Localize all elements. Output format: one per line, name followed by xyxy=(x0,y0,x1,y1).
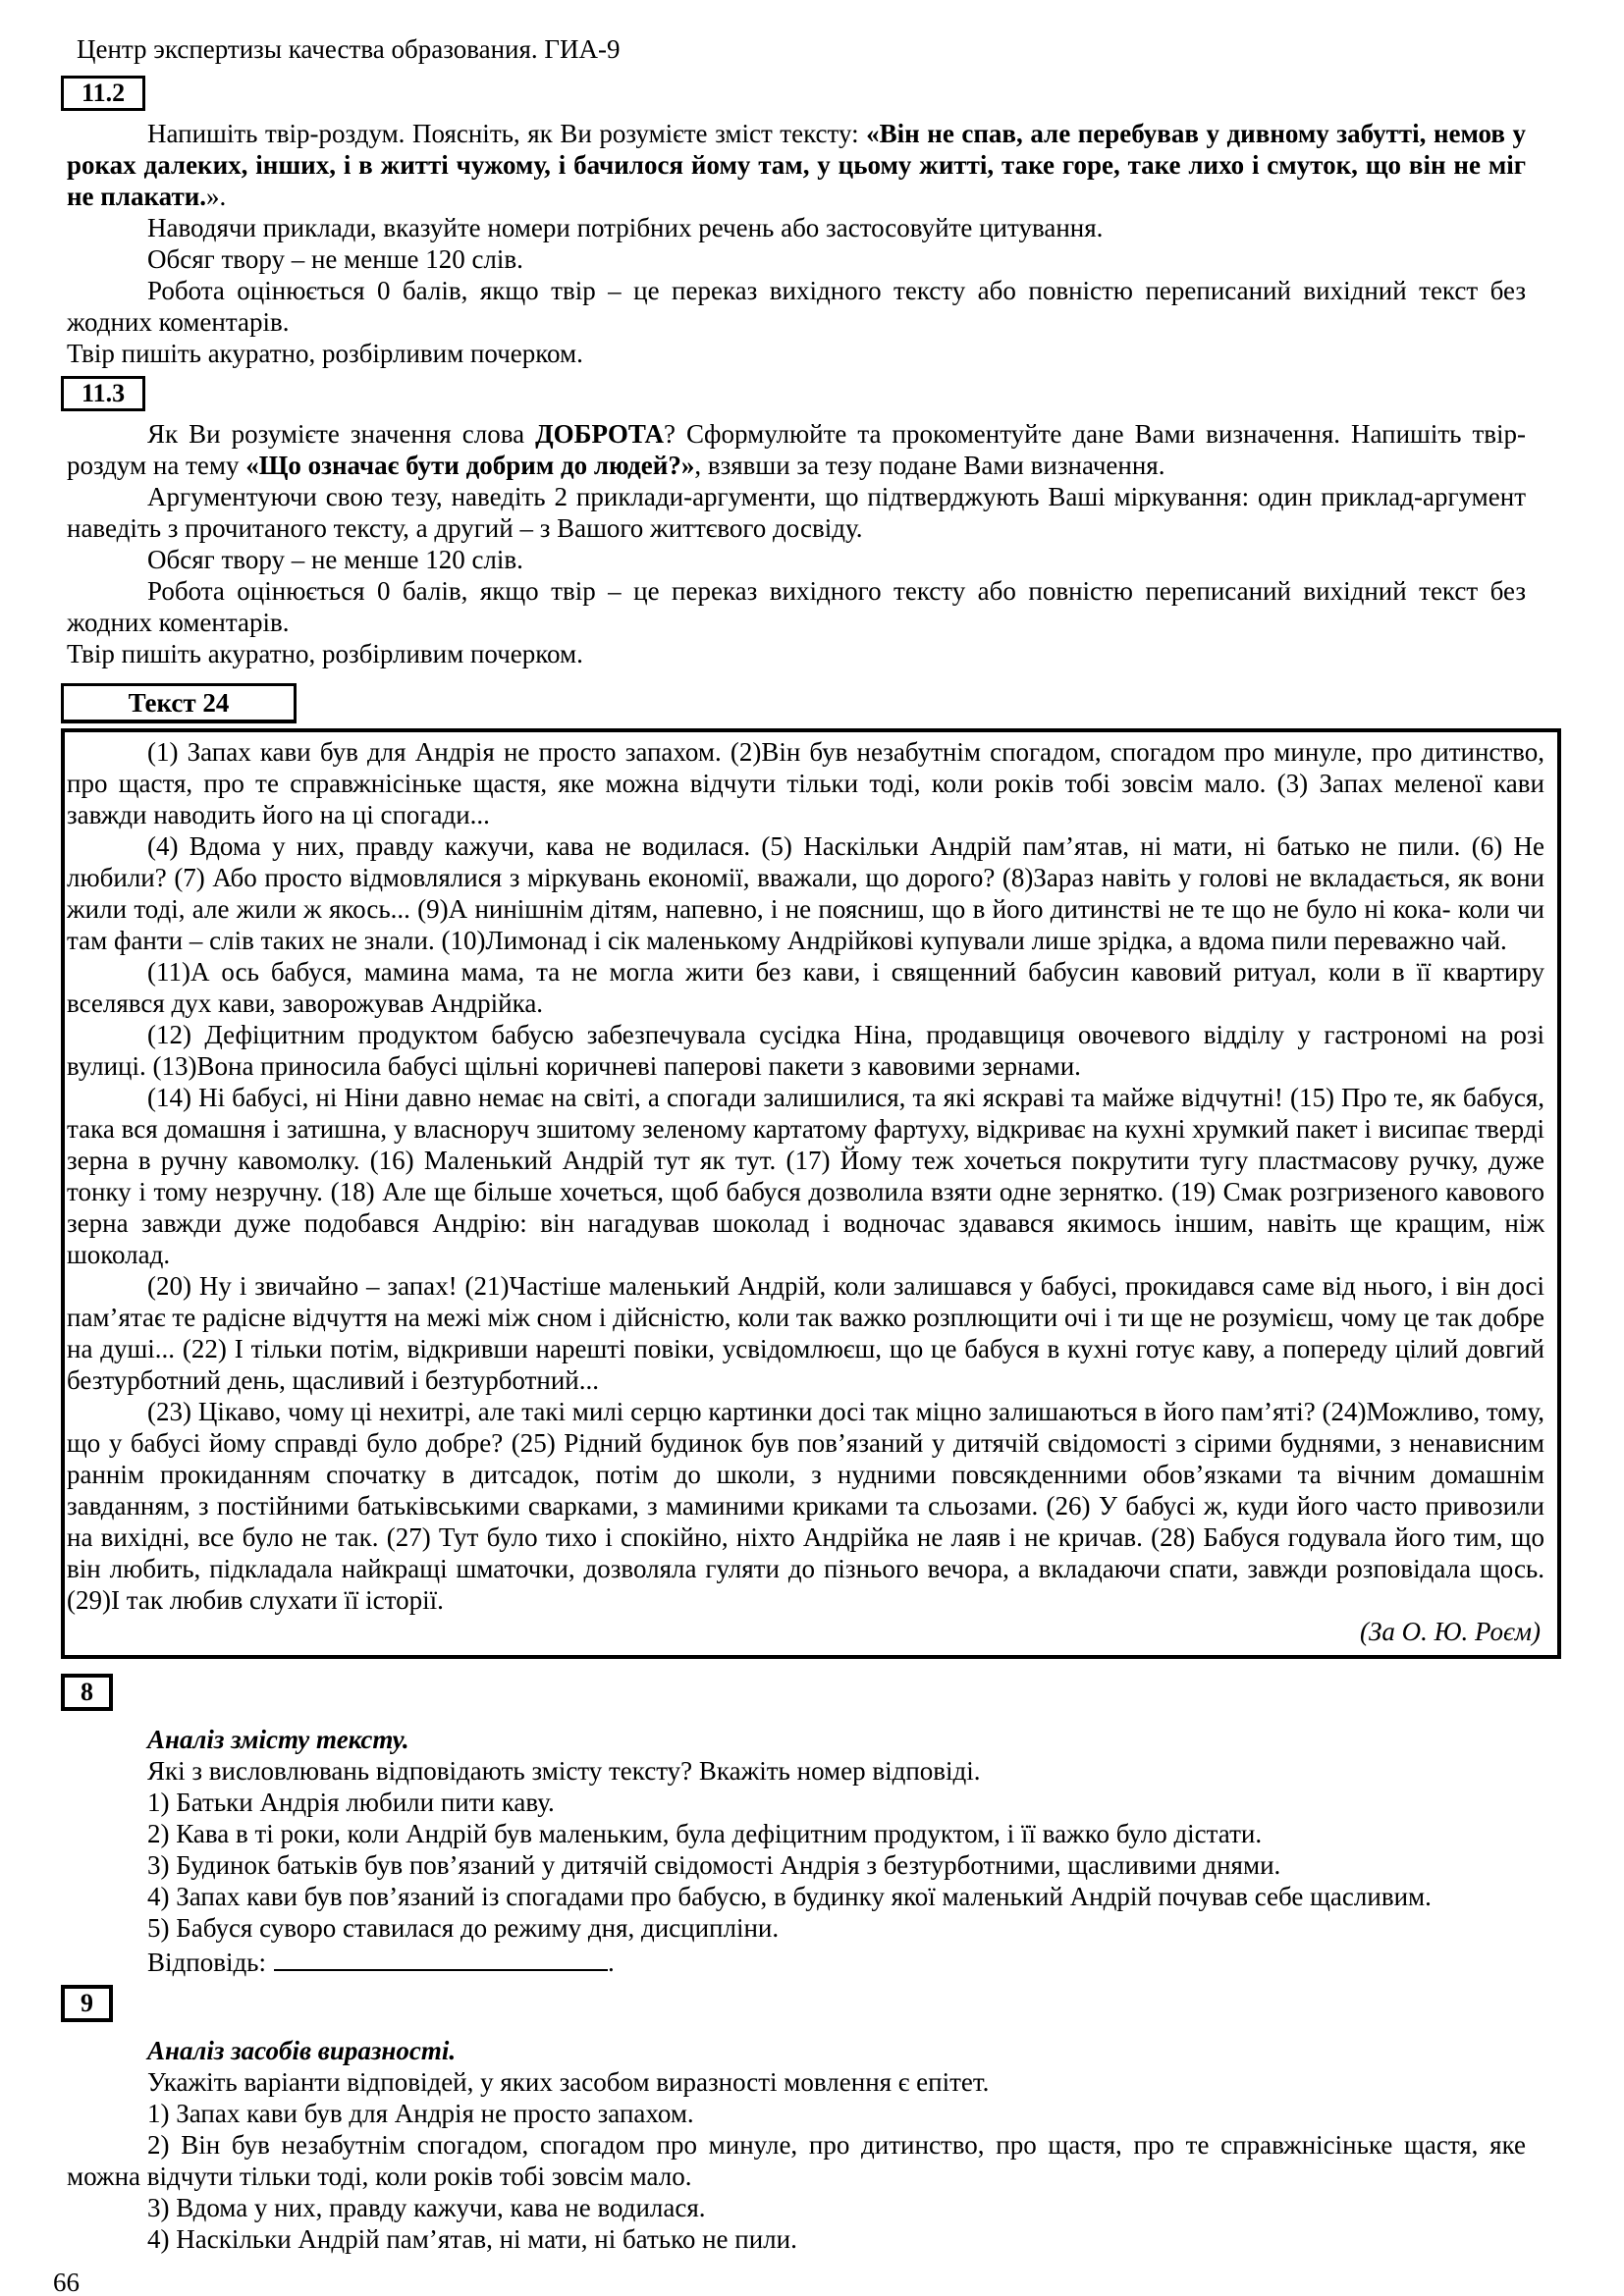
task-11-2-paragraph-3: Обсяг твору – не менше 120 слів. xyxy=(147,244,523,274)
answer-blank-line xyxy=(274,1944,608,1971)
task-9-section xyxy=(67,1978,1526,2255)
answer-label: Відповідь: xyxy=(147,1948,266,1977)
task-11-3-paragraph-5: Твір пишіть акуратно, розбірливим почерком. xyxy=(67,639,583,668)
page-header: Центр экспертизы качества образования. ГИА-9 xyxy=(77,34,621,64)
text-24-frame xyxy=(61,728,1561,1659)
task-8-option-2: 2) Кава в ті роки, коли Андрій був маленьким, була дефіцитним продуктом, і її важко було дістати. xyxy=(147,1819,1263,1848)
text-paragraph-6: (20) Ну і звичайно – запах! (21)Частіше маленький Андрій, коли залишався у бабусі, прокидався саме від нього, і він досі пам’ятає те радісне відчуття на межі між сном і дійсністю, коли так важко розплющити очі і ти ще не розумієш, чому це так добре на душі... (22) І тільки потім, відкривши нарешті повіки, усвідомлюєш, що це бабуся в кухні готує каву, а попереду цілий довгий безтурботний день, щасливий і безтурботний... xyxy=(67,1271,1544,1395)
task-11-2-paragraph-5: Твір пишіть акуратно, розбірливим почерком. xyxy=(67,339,583,368)
text-24-label: Текст 24 xyxy=(61,683,297,723)
task-11-2-section xyxy=(67,69,1526,369)
task-number-box-8: 8 xyxy=(61,1674,113,1711)
task-11-3-p1-topic-bold: «Що означає бути добрим до людей?» xyxy=(245,451,695,480)
text-attribution: (За О. Ю. Роєм) xyxy=(1360,1617,1541,1646)
text-paragraph-4: (12) Дефіцитним продуктом бабусю забезпечувала сусідка Ніна, продавщиця овочевого відділу у гастрономі на розі вулиці. (13)Вона приносила бабусі щільні коричневі паперові пакети з кавовими зернами. xyxy=(67,1020,1544,1081)
task-11-3-paragraph-2: Аргументуючи свою тезу, наведіть 2 приклади-аргументи, що підтверджують Ваші міркування: один приклад-аргумент наведіть з прочитаного тексту, а другий – з Вашого життєвого досвіду. xyxy=(67,482,1526,543)
task-8-option-4: 4) Запах кави був пов’язаний із спогадами про бабусю, в будинку якої маленький Андрій почував себе щасливим. xyxy=(147,1882,1432,1911)
task-11-2-p1-quote-bold: «Він не спав, але перебував у дивному забутті, немов у роках далеких, інших, і в житті чужому, і бачилося йому там, у цьому житті, таке горе, таке лихо і смуток, що він не міг не плакати. xyxy=(67,119,1527,211)
task-9-heading: Аналіз засобів виразності. xyxy=(147,2036,457,2065)
task-9-option-2: 2) Він був незабутнім спогадом, спогадом про минуле, про дитинство, про щастя, про те справжнісіньке щастя, яке можна відчути тільки тоді, коли років тобі зовсім мало. xyxy=(67,2130,1526,2191)
task-11-3-p1-mid: ? Сформулюйте та прокоментуйте дане Вами визначення. Напишіть твір-роздум на тему xyxy=(67,419,1526,480)
task-8-option-5: 5) Бабуся суворо ставилася до режиму дня, дисципліни. xyxy=(147,1913,780,1943)
task-11-3-paragraph-1 xyxy=(67,418,1526,481)
task-8-section xyxy=(67,1667,1526,1978)
task-11-3-paragraph-3: Обсяг твору – не менше 120 слів. xyxy=(147,545,523,574)
task-11-3-p1-keyword-bold: ДОБРОТА xyxy=(535,419,665,449)
task-9-option-4: 4) Наскільки Андрій пам’ятав, ні мати, ні батько не пили. xyxy=(147,2224,797,2254)
task-9-option-3: 3) Вдома у них, правду кажучи, кава не водилася. xyxy=(147,2193,706,2222)
text-paragraph-5: (14) Ні бабусі, ні Ніни давно немає на світі, а спогади залишилися, та які яскраві та майже відчутні! (15) Про те, як бабуся, така вся домашня і затишна, у власноруч зшитому зеленому картатому фартуху, відкриває на кухні хрумкий пакет і висипає тверді зерна в ручну кавомолку. (16) Маленький Андрій тут як тут. (17) Йому теж хочеться покрутити тугу пластмасову ручку, дуже тонку і тому незручну. (18) Але ще більше хочеться, щоб бабуся дозволила взяти одне зернятко. (19) Смак розгризеного кавового зерна завжди дуже подобався Андрію: він нагадував шоколад і водночас здавався якимось іншим, навіть ще кращим, ніж шоколад. xyxy=(67,1083,1544,1269)
task-11-2-p1-normal: Напишіть твір-роздум. Поясніть, як Ви розумієте зміст тексту: xyxy=(147,119,867,148)
task-8-answer-line xyxy=(67,1944,1526,1978)
task-11-3-p1-normal: Як Ви розумієте значення слова xyxy=(147,419,536,449)
text-paragraph-1: (1) Запах кави був для Андрія не просто запахом. (2)Він був незабутнім спогадом, спогадом про минуле, про дитинство, про щастя, про те справжнісіньке щастя, яке можна відчути тільки тоді, коли років тобі зовсім мало. (3) Запах меленої кави завжди наводить його на ці спогади... xyxy=(67,737,1544,829)
text-paragraph-3: (11)А ось бабуся, мамина мама, та не могла жити без кави, і священний бабусин кавовий ритуал, коли в її квартиру вселявся дух кави, заворожував Андрійка. xyxy=(67,957,1544,1018)
task-number-box-11-2: 11.2 xyxy=(61,76,145,111)
task-number-box-9: 9 xyxy=(61,1985,113,2022)
text-paragraph-7: (23) Цікаво, чому ці нехитрі, але такі милі серцю картинки досі так міцно залишаються в його пам’яті? (24)Можливо, тому, що у бабусі йому справді було добре? (25) Рідний будинок був пов’язаний у дитячій свідомості з сірими буднями, з ненависним раннім прокиданням спочатку в дитсадок, потім до школи, з нудними повсякденними обов’язками та вічним домашнім завданням, з постійними батьківськими сварками, з маминими криками та сльозами. (26) У бабусі ж, куди його часто привозили на вихідні, все було не так. (27) Тут було тихо і спокійно, ніхто Андрійка не лаяв і не кричав. (28) Бабуся годувала його тим, що він любить, підкладала найкращі шматочки, дозволяла гуляти до пізнього вечора, а вкладаючи спати, завжди розповідала щось. (29)І так любив слухати її історії. xyxy=(67,1397,1544,1615)
task-11-2-paragraph-2: Наводячи приклади, вказуйте номери потрібних речень або застосовуйте цитування. xyxy=(147,213,1104,242)
task-8-heading: Аналіз змісту тексту. xyxy=(147,1725,409,1754)
page-number: 66 xyxy=(53,2268,80,2296)
task-11-2-paragraph-4: Робота оцінюється 0 балів, якщо твір – це переказ вихідного тексту або повністю переписаний вихідний текст без жодних коментарів. xyxy=(67,276,1526,337)
task-11-3-p1-closing: , взявши за тезу подане Вами визначення. xyxy=(694,451,1165,480)
text-paragraph-2: (4) Вдома у них, правду кажучи, кава не водилася. (5) Наскільки Андрій пам’ятав, ні мати, ні батько не пили. (6) Не любили? (7) Або просто відмовлялися з міркувань економії, вважали, що дорого? (8)Зараз навіть у голові не вкладається, як вони жили тоді, але жили ж якось... (9)А нинішнім дітям, напевно, і не поясниш, що в його дитинстві не те що не було ні кока- коли чи там фанти – слів таких не знали. (10)Лимонад і сік маленькому Андрійкові купували лише зрідка, а вдома пили переважно чай. xyxy=(67,831,1544,955)
task-9-option-1: 1) Запах кави був для Андрія не просто запахом. xyxy=(147,2099,694,2128)
answer-period: . xyxy=(608,1948,615,1977)
task-11-3-paragraph-4: Робота оцінюється 0 балів, якщо твір – це переказ вихідного тексту або повністю переписаний вихідний текст без жодних коментарів. xyxy=(67,576,1526,637)
task-9-intro: Укажіть варіанти відповідей, у яких засобом виразності мовлення є епітет. xyxy=(147,2067,990,2097)
task-11-3-section xyxy=(67,369,1526,669)
text-24-section xyxy=(67,683,1544,1659)
task-number-box-11-3: 11.3 xyxy=(61,376,145,411)
task-8-option-1: 1) Батьки Андрія любили пити каву. xyxy=(147,1788,555,1817)
task-8-intro: Які з висловлювань відповідають змісту тексту? Вкажіть номер відповіді. xyxy=(147,1756,981,1786)
task-8-option-3: 3) Будинок батьків був пов’язаний у дитячій свідомості Андрія з безтурботними, щасливими днями. xyxy=(147,1850,1281,1880)
task-11-2-p1-closing: ». xyxy=(206,182,227,211)
task-11-2-paragraph-1 xyxy=(67,118,1526,212)
